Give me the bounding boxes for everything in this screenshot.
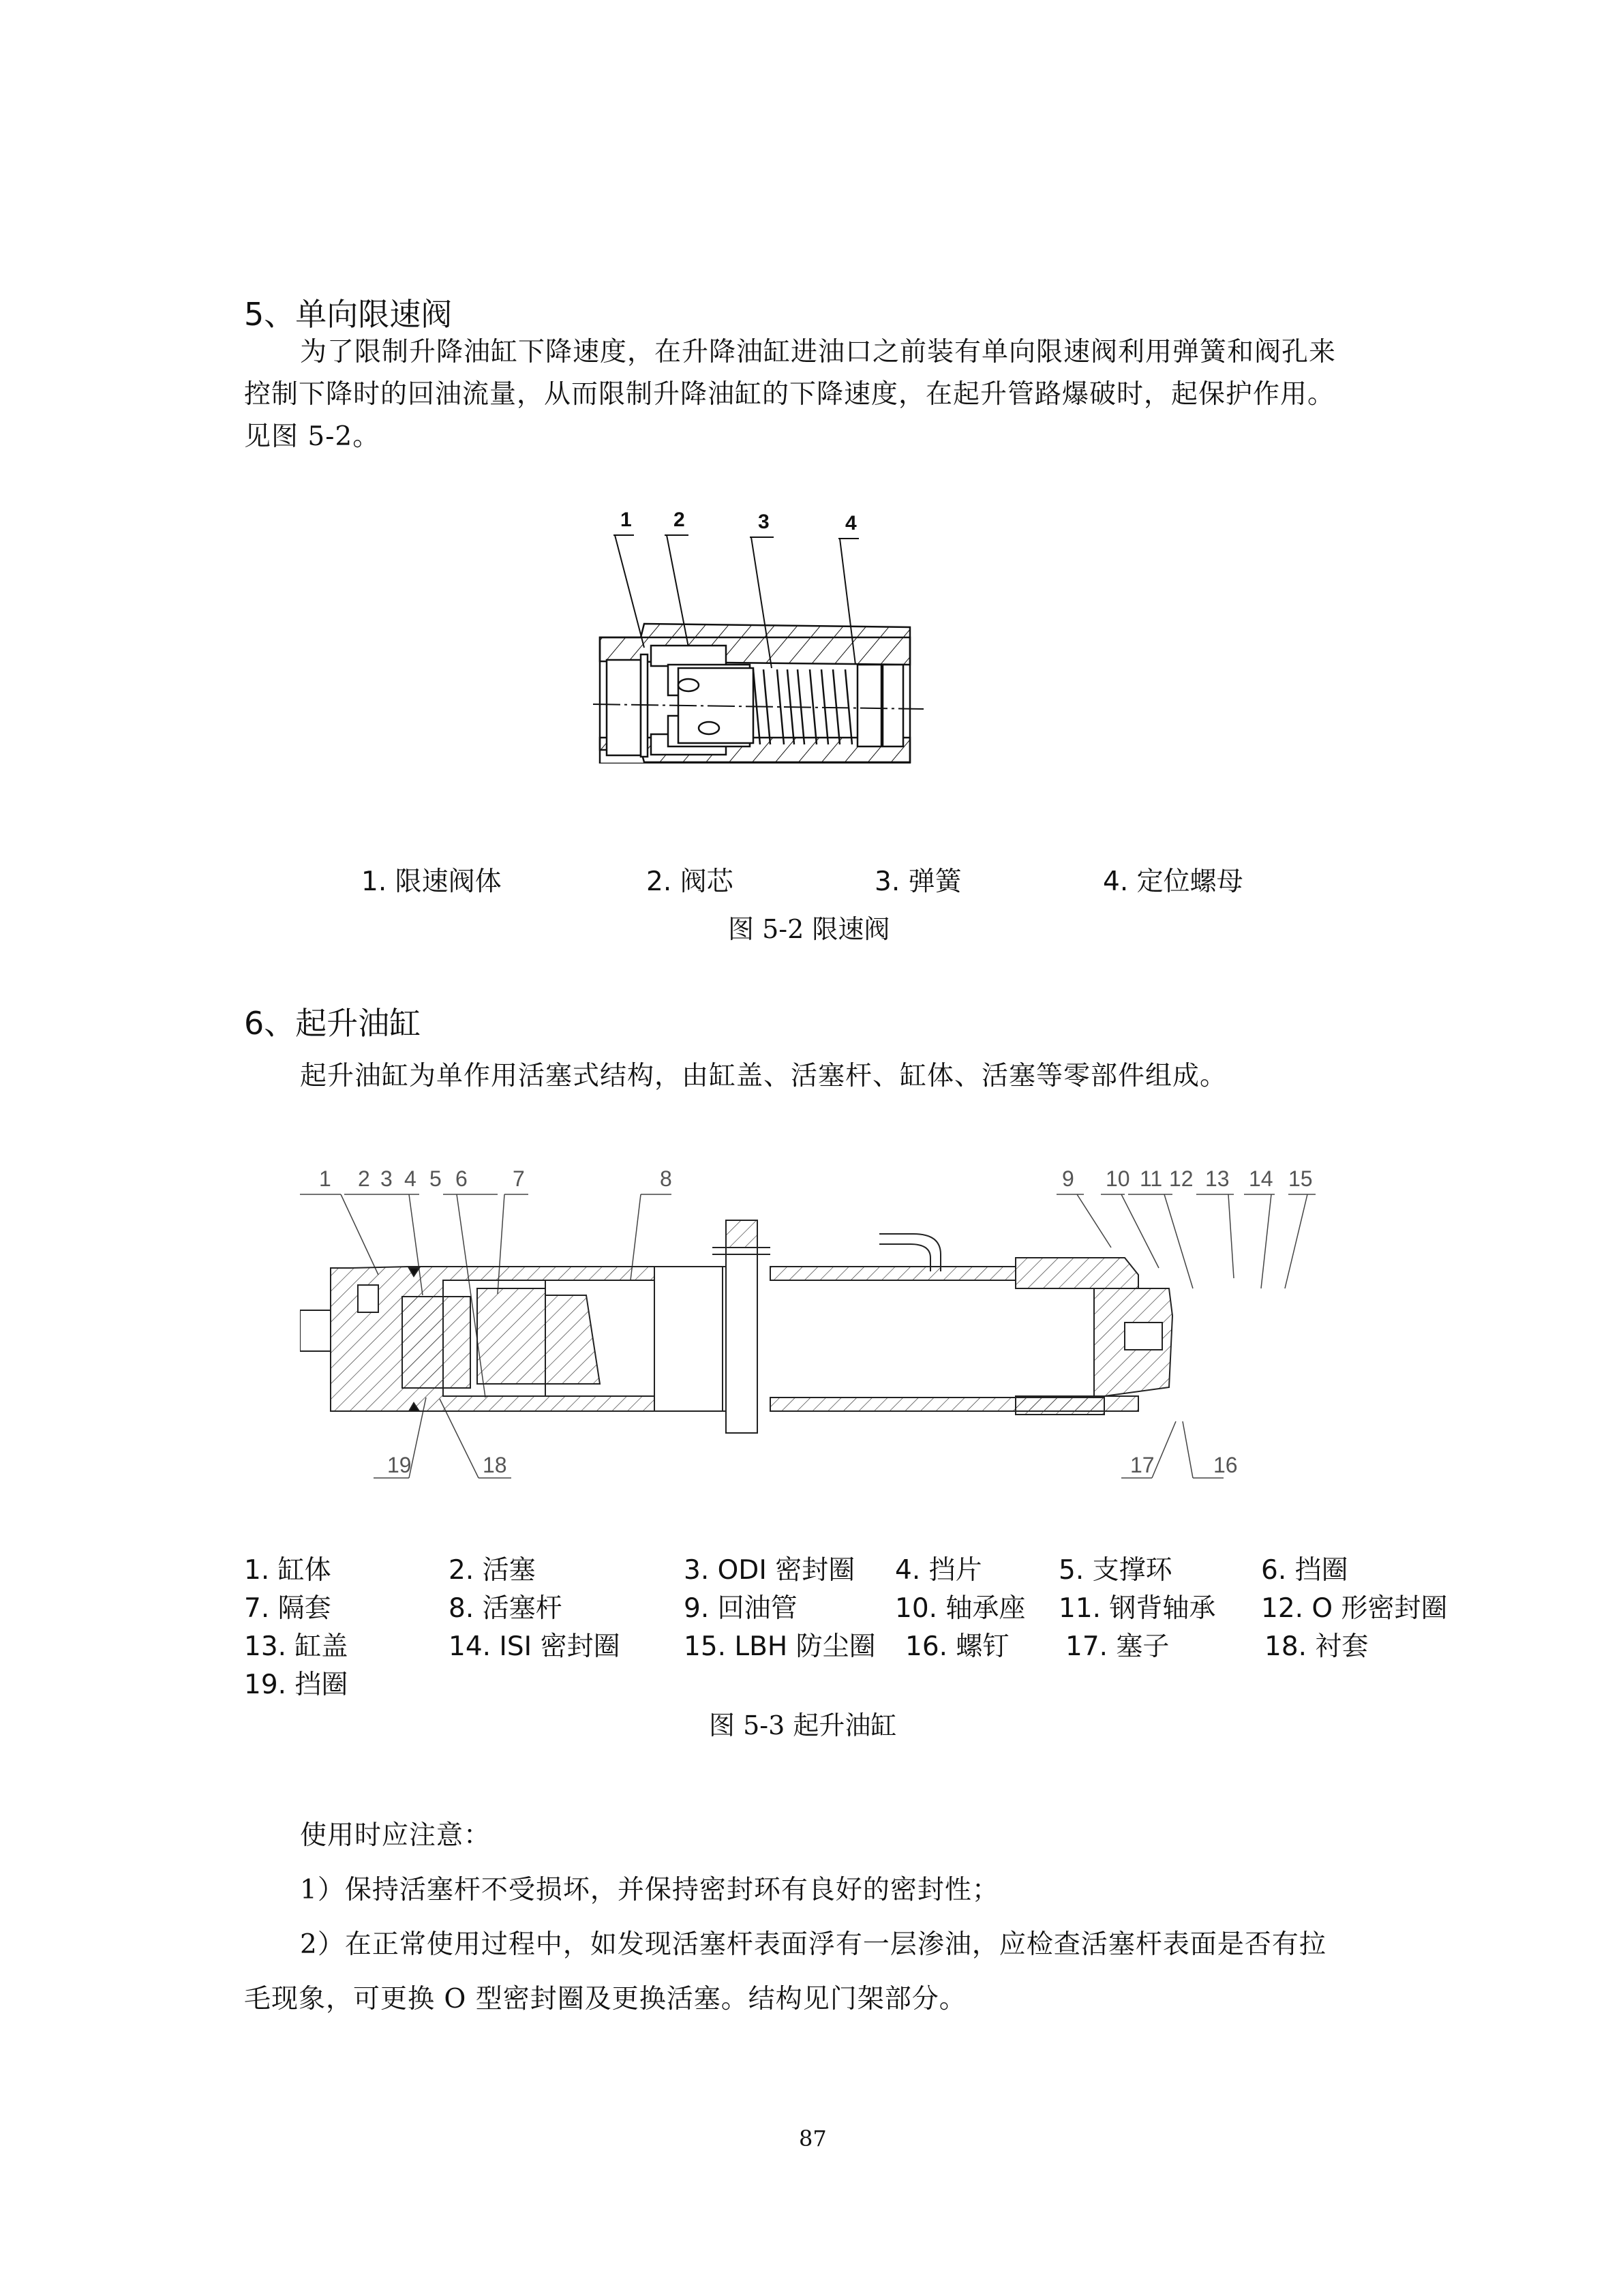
legend-item-8: 8. 活塞杆 [449,1593,562,1624]
figure-5-2-legend-item-4: 4. 定位螺母 [1103,866,1243,897]
legend-item-3: 3. ODI 密封圈 [684,1555,855,1586]
callout-10: 10 [1106,1166,1130,1191]
callout-8: 8 [660,1166,672,1191]
callout-1: 1 [319,1166,331,1191]
section-5-paragraph-line-3: 见图 5-2。 [244,421,380,452]
callout-3: 3 [758,511,770,533]
section-5-heading: 5、单向限速阀 [244,296,453,333]
legend-item-6: 6. 挡圈 [1261,1555,1348,1586]
legend-item-1: 1. 缸体 [244,1555,331,1586]
legend-item-4: 4. 挡片 [895,1555,982,1586]
section-6-paragraph: 起升油缸为单作用活塞式结构，由缸盖、活塞杆、缸体、活塞等零部件组成。 [300,1061,1228,1091]
callout-7: 7 [513,1166,525,1191]
callout-9: 9 [1062,1166,1074,1191]
legend-item-9: 9. 回油管 [684,1593,798,1624]
usage-note-2-line-1: 2）在正常使用过程中，如发现活塞杆表面浮有一层渗油，应检查活塞杆表面是否有拉 [300,1929,1326,1960]
callout-16: 16 [1213,1453,1238,1477]
legend-item-12: 12. O 形密封圈 [1261,1593,1448,1624]
callout-17: 17 [1130,1453,1155,1477]
usage-note-2-line-2: 毛现象，可更换 O 型密封圈及更换活塞。结构见门架部分。 [244,1984,967,2014]
callout-6: 6 [455,1166,468,1191]
legend-item-10: 10. 轴承座 [895,1593,1026,1624]
callout-14: 14 [1249,1166,1273,1191]
callout-5: 5 [429,1166,442,1191]
legend-item-17: 17. 塞子 [1065,1631,1170,1662]
callout-4: 4 [845,512,857,534]
usage-notes-intro: 使用时应注意： [300,1820,491,1851]
page-number: 87 [799,2126,827,2151]
figure-5-2-legend-item-1: 1. 限速阀体 [361,866,502,897]
figure-5-2-caption: 图 5-2 限速阀 [728,914,890,944]
legend-item-18: 18. 衬套 [1264,1631,1369,1662]
callout-15: 15 [1288,1166,1313,1191]
usage-note-1: 1）保持活塞杆不受损坏，并保持密封环有良好的密封性； [300,1875,999,1905]
callout-13: 13 [1205,1166,1230,1191]
section-6-heading: 6、起升油缸 [244,1005,421,1042]
figure-5-2-legend-item-2: 2. 阀芯 [646,866,733,897]
legend-item-11: 11. 钢背轴承 [1059,1593,1216,1624]
callout-3: 3 [380,1166,393,1191]
legend-item-7: 7. 隔套 [244,1593,331,1624]
section-5-paragraph-line-2: 控制下降时的回油流量，从而限制升降油缸的下降速度，在起升管路爆破时，起保护作用。 [244,379,1335,410]
figure-5-3-caption: 图 5-3 起升油缸 [709,1710,897,1740]
callout-12: 12 [1169,1166,1194,1191]
figure-5-3-cylinder-drawing [300,1152,1459,1486]
callout-2: 2 [358,1166,370,1191]
legend-item-19: 19. 挡圈 [244,1670,348,1700]
legend-item-15: 15. LBH 防尘圈 [684,1631,876,1662]
figure-5-2-legend-item-3: 3. 弹簧 [875,866,962,897]
callout-1: 1 [620,509,632,531]
legend-item-2: 2. 活塞 [449,1555,536,1586]
callout-2: 2 [673,509,685,531]
figure-5-2-valve-drawing [586,491,1091,764]
callout-11: 11 [1140,1166,1163,1191]
callout-18: 18 [483,1453,507,1477]
callout-4: 4 [404,1166,416,1191]
callout-19: 19 [387,1453,412,1477]
section-5-paragraph-line-1: 为了限制升降油缸下降速度，在升降油缸进油口之前装有单向限速阀利用弹簧和阀孔来 [300,337,1337,367]
legend-item-16: 16. 螺钉 [905,1631,1010,1662]
legend-item-5: 5. 支撑环 [1059,1555,1172,1586]
legend-item-14: 14. ISI 密封圈 [449,1631,620,1662]
legend-item-13: 13. 缸盖 [244,1631,348,1662]
